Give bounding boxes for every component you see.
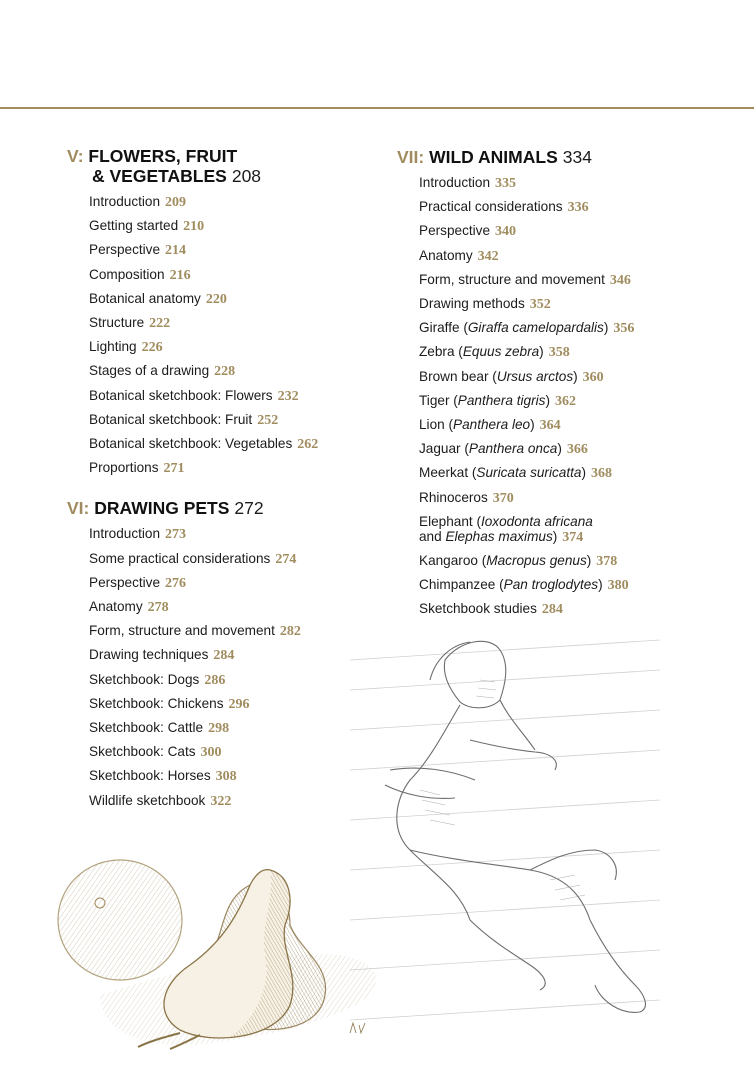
toc-entry-label: Perspective: [89, 242, 161, 258]
toc-entry: [419, 268, 727, 292]
toc-entry-page-number: 210: [183, 219, 205, 235]
toc-entry: [419, 549, 727, 573]
toc-entry-label: Introduction: [89, 194, 161, 209]
section-list-v: [67, 190, 367, 480]
toc-entry-label: Botanical sketchbook: Flowers: [89, 387, 273, 403]
toc-entry-label: Some practical considerations: [89, 550, 271, 566]
toc-entry-page-number: 298: [208, 721, 230, 737]
toc-entry-page-number: 232: [277, 388, 299, 404]
toc-entry-label: Botanical sketchbook: Fruit: [89, 411, 253, 427]
toc-entry-label: Kangaroo (: [419, 552, 487, 568]
toc-entry-label: Elephant (: [419, 513, 481, 529]
section-heading-vi: [67, 498, 367, 518]
toc-entry-page-number: 358: [548, 345, 570, 361]
section-numeral: VII:: [397, 147, 425, 167]
toc-entry: [89, 740, 367, 764]
toc-entry-page-number: 336: [567, 200, 589, 216]
toc-entry-close-paren: ): [581, 465, 586, 481]
toc-entry-close-paren: ): [552, 528, 558, 544]
toc-entry: [89, 190, 367, 214]
toc-right-column: [397, 147, 727, 621]
toc-entry-label: Structure: [89, 315, 145, 331]
toc-entry-page-number: 364: [539, 418, 561, 434]
toc-entry: [419, 461, 727, 485]
toc-entry: [89, 643, 367, 667]
toc-entry-page-number: 286: [204, 672, 226, 688]
toc-entry-label: Botanical sketchbook: Vegetables: [89, 436, 293, 452]
toc-entry-label: Anatomy: [419, 247, 473, 263]
toc-entry-label: Sketchbook: Horses: [89, 768, 211, 784]
toc-entry: [89, 571, 367, 595]
toc-entry: [419, 171, 727, 195]
toc-entry-label: Botanical anatomy: [89, 290, 201, 306]
toc-entry-page-number: 278: [147, 600, 169, 616]
toc-entry-label: Wildlife sketchbook: [89, 792, 206, 808]
toc-entry-label: Sketchbook: Cats: [89, 744, 196, 760]
toc-entry-page-number: 370: [492, 490, 514, 506]
toc-entry-label: Form, structure and movement: [419, 271, 605, 287]
toc-entry: [89, 263, 367, 287]
toc-entry-label: Proportions: [89, 460, 159, 476]
toc-entry: [419, 219, 727, 243]
toc-entry: [89, 595, 367, 619]
toc-entry-label: Zebra (: [419, 344, 463, 360]
toc-entry: [419, 316, 727, 340]
toc-entry-page-number: 342: [477, 248, 499, 264]
toc-entry-label: Tiger (: [419, 392, 458, 408]
toc-entry: [89, 432, 367, 456]
section-page: 334: [562, 147, 592, 167]
toc-entry-label: Sketchbook: Chickens: [89, 695, 224, 711]
toc-entry: [419, 413, 727, 437]
toc-entry: [89, 384, 367, 408]
toc-entry-latin-name: Giraffa camelopardalis: [467, 320, 604, 336]
toc-entry-close-paren: ): [530, 417, 535, 433]
toc-left-column: [67, 146, 367, 813]
toc-entry-latin-name-2: Elephas maximus: [445, 528, 553, 544]
toc-entry: [89, 547, 367, 571]
toc-entry-page-number: 362: [554, 393, 576, 409]
toc-entry-page-number: 276: [165, 575, 187, 591]
toc-entry-page-number: 360: [582, 369, 604, 385]
toc-entry: [419, 365, 727, 389]
toc-entry: [89, 716, 367, 740]
toc-entry-page-number: 374: [562, 529, 584, 545]
section-title: FLOWERS, FRUIT: [88, 146, 238, 166]
toc-entry-close-paren: ): [539, 344, 544, 360]
toc-entry-latin-name: Equus zebra: [462, 344, 540, 360]
toc-entry-label: Giraffe (: [419, 320, 468, 336]
toc-entry-label: Meerkat (: [419, 465, 477, 481]
toc-entry-label: Lighting: [89, 339, 137, 355]
figure-sketch-illustration: [350, 620, 660, 1040]
toc-entry-page-number: 228: [214, 364, 236, 380]
toc-entry-label: Introduction: [89, 526, 161, 542]
toc-entry-latin-name: Suricata suricatta: [476, 465, 582, 481]
toc-entry-latin-name: Panthera onca: [468, 441, 558, 457]
toc-entry-label: Perspective: [419, 223, 491, 239]
toc-entry-latin-name: Panthera tigris: [457, 392, 546, 408]
toc-entry-page-number: 273: [165, 527, 187, 543]
toc-entry-page-number: 378: [596, 553, 618, 569]
toc-entry-close-paren: ): [557, 441, 562, 457]
toc-entry: [419, 597, 727, 621]
toc-entry-page-number: 216: [169, 267, 191, 283]
toc-entry: [419, 195, 727, 219]
toc-entry: [89, 456, 367, 480]
toc-entry: [89, 668, 367, 692]
section-title: DRAWING PETS: [94, 498, 230, 519]
toc-entry-page-number: 226: [141, 340, 163, 356]
toc-entry: [419, 244, 727, 268]
toc-entry-page-number: 282: [279, 624, 301, 640]
toc-entry-label: Form, structure and movement: [89, 623, 275, 639]
toc-entry-page-number: 340: [495, 224, 517, 240]
section-heading-v: [67, 146, 367, 186]
toc-entry-page-number: 214: [165, 243, 187, 259]
toc-entry: [89, 522, 367, 546]
toc-entry: [89, 408, 367, 432]
toc-entry: [419, 389, 727, 413]
toc-entry-label: Brown bear (: [419, 368, 497, 384]
toc-entry-latin-name: Ioxodonta africana: [480, 513, 593, 529]
toc-entry-label: Getting started: [89, 218, 179, 234]
toc-entry-label: Drawing techniques: [89, 647, 209, 663]
toc-entry-page-number: 335: [495, 176, 517, 191]
section-heading-vii: [397, 147, 727, 167]
toc-entry-page-number: 368: [590, 466, 612, 482]
toc-entry-page-number: 308: [215, 769, 237, 785]
toc-entry-label: Stages of a drawing: [89, 363, 210, 379]
toc-entry-label: Anatomy: [89, 599, 143, 615]
toc-entry-page-number: 300: [200, 745, 222, 761]
toc-entry: [89, 287, 367, 311]
section-list-vi: [67, 522, 367, 812]
toc-entry-label: Chimpanzee (: [419, 577, 504, 593]
toc-entry-page-number: 356: [613, 321, 635, 337]
toc-entry-label: Practical considerations: [419, 199, 563, 215]
toc-entry: [89, 764, 367, 788]
toc-entry-label: Introduction: [419, 175, 491, 190]
toc-entry-page-number: 252: [257, 412, 279, 428]
toc-entry-page-number: 380: [607, 578, 629, 594]
toc-entry: [419, 573, 727, 597]
toc-entry-page-number: 352: [529, 297, 551, 313]
toc-entry: [419, 486, 727, 510]
header-rule: [0, 107, 754, 109]
toc-entry: [89, 214, 367, 238]
toc-entry-label: Sketchbook: Dogs: [89, 671, 200, 687]
toc-entry-page-number: 284: [541, 602, 563, 618]
toc-entry-page-number: 322: [210, 793, 232, 809]
toc-entry: [89, 619, 367, 643]
toc-entry: [89, 238, 367, 262]
toc-entry-page-number: 220: [205, 291, 227, 307]
toc-entry: [419, 437, 727, 461]
toc-entry-latin-name: Panthera leo: [453, 417, 531, 433]
toc-entry: [419, 340, 727, 364]
toc-entry-label: Composition: [89, 266, 165, 282]
toc-entry-close-paren: ): [545, 392, 550, 408]
toc-entry-close-paren: ): [603, 320, 609, 336]
toc-entry: [89, 789, 367, 813]
toc-entry-latin-name: Macropus genus: [486, 552, 587, 568]
toc-entry-page-number: 209: [165, 195, 187, 210]
toc-entry-page-number: 222: [149, 316, 171, 332]
section-numeral: V:: [67, 146, 84, 166]
toc-entry-conjunction: and: [419, 528, 446, 544]
toc-entry-page-number: 271: [163, 461, 185, 477]
toc-entry-page-number: 366: [566, 442, 588, 458]
toc-entry-label: Jaguar (: [419, 441, 469, 457]
toc-entry-label: Lion (: [419, 417, 454, 433]
toc-entry: [89, 359, 367, 383]
toc-entry-page-number: 346: [609, 272, 631, 288]
section-page: 272: [234, 498, 264, 519]
toc-entry-latin-name: Pan troglodytes: [503, 577, 599, 593]
section-title-line2: & VEGETABLES: [92, 166, 227, 186]
toc-entry-label: Rhinoceros: [419, 489, 488, 505]
toc-entry-label: Sketchbook: Cattle: [89, 720, 204, 736]
toc-entry-page-number: 296: [228, 696, 250, 712]
toc-entry-page-number: 274: [275, 551, 297, 567]
section-title: WILD ANIMALS: [429, 147, 558, 167]
toc-entry: [89, 335, 367, 359]
toc-entry-label: Drawing methods: [419, 296, 525, 312]
toc-entry: [89, 692, 367, 716]
toc-entry-close-paren: ): [598, 577, 603, 593]
section-page: 208: [231, 166, 262, 186]
toc-entry-latin-name: Ursus arctos: [496, 368, 574, 384]
toc-entry-label: Perspective: [89, 574, 161, 590]
toc-entry-page-number: 284: [213, 648, 235, 664]
toc-entry-close-paren: ): [573, 368, 578, 384]
toc-entry-label: Sketchbook studies: [419, 601, 537, 617]
section-numeral: VI:: [67, 498, 90, 519]
fruit-sketch-illustration: [40, 855, 385, 1050]
toc-entry: [419, 510, 727, 549]
toc-entry-page-number: 262: [297, 437, 319, 453]
toc-entry-close-paren: ): [586, 552, 592, 568]
toc-entry: [419, 292, 727, 316]
toc-entry: [89, 311, 367, 335]
section-list-vii: [397, 171, 727, 621]
